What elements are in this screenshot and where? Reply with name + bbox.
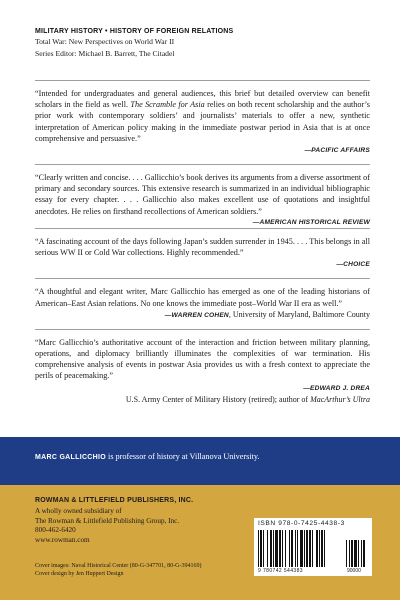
series-title: Total War: New Perspectives on World War II xyxy=(35,37,175,46)
quote-attribution: —PACIFIC AFFAIRS xyxy=(304,147,370,155)
header-block xyxy=(35,28,375,59)
separator-rule xyxy=(35,329,370,330)
review-quote-5 xyxy=(35,337,370,405)
cover-credits xyxy=(35,562,265,579)
separator-rule xyxy=(35,80,370,81)
barcode-digits: 9 780742 544383 xyxy=(258,568,303,574)
quote-text: “Clearly written and concise. . . . Gallicchio’s book derives its arguments from a diverse assortment of primary and secondary sources. This extensive research is summarized in an individual bibliographic essay for every chapter. . . . Gallicchio also makes excellent use of quotations and insightful anecdotes. He relies on firsthand recollections of American soldiers.” —AMERICAN HISTORICAL REVIEW xyxy=(35,172,370,217)
quote-attribution: —CHOICE xyxy=(336,261,370,269)
price-code: 90000 xyxy=(347,568,361,574)
cover-image-credit: Cover images: Naval Historical Center (80-G-347701, 80-G-394169) xyxy=(35,563,202,569)
author-bio-band xyxy=(0,437,400,485)
quote-attribution: —WARREN COHEN, University of Maryland, Baltimore County xyxy=(164,309,370,319)
separator-rule xyxy=(35,164,370,165)
publisher-line: A wholly owned subsidiary of xyxy=(35,507,122,515)
book-title: The Scramble for Asia xyxy=(130,100,205,110)
review-quote-4 xyxy=(35,286,370,320)
category-line: MILITARY HISTORY • HISTORY OF FOREIGN RELATIONS xyxy=(35,28,234,35)
publisher-name: ROWMAN & LITTLEFIELD PUBLISHERS, INC. xyxy=(35,497,194,504)
author-bio: MARC GALLICCHIO is professor of history at Villanova University. xyxy=(35,452,260,461)
review-quote-1 xyxy=(35,88,370,156)
author-name: MARC GALLICCHIO xyxy=(35,454,106,461)
quote-attribution: —EDWARD J. DREA U.S. Army Center of Military History (retired); author of MacArthur’s Ultra xyxy=(125,384,370,404)
quote-text: “A fascinating account of the days following Japan’s sudden surrender in 1945. . . . This belongs in all serious WW II or Cold War collections. Highly recommended.” xyxy=(35,237,370,258)
review-quotes xyxy=(35,72,370,405)
publisher-line: The Rowman & Littlefield Publishing Group, Inc. xyxy=(35,516,180,525)
quote-attribution: —AMERICAN HISTORICAL REVIEW xyxy=(252,218,370,226)
separator-rule xyxy=(35,228,370,229)
separator-rule xyxy=(35,278,370,279)
cover-design-credit: Cover design by Jen Huppert Design xyxy=(35,571,124,578)
publisher-info xyxy=(35,497,235,545)
quote-text: “A thoughtful and elegant writer, Marc Gallicchio has emerged as one of the leading historians of American–East Asian relations. No one knows the immediate post–World War II era as well.” xyxy=(35,287,370,308)
publisher-website: www.rowman.com xyxy=(35,535,90,544)
isbn-number: ISBN 978-0-7425-4438-3 xyxy=(258,520,345,527)
review-quote-2 xyxy=(35,172,370,226)
quote-text: “Marc Gallicchio’s authoritative account of the interaction and friction between military planning, operations, and diplomacy brilliantly illuminates the complexities of war termination. His comprehensive analysis of events in postwar Asia provides us with a fresh context to appreciate the perils of peacemaking.” xyxy=(35,337,370,381)
series-editor: Series Editor: Michael B. Barrett, The Citadel xyxy=(35,49,175,58)
publisher-phone: 800-462-6420 xyxy=(35,526,76,535)
quote-text: “Intended for undergraduates and general audiences, this brief but detailed overview can benefit scholars in the field as well. The Scramble for Asia relies on both recent scholarship and the author’s prior work with contemporary soldiers’ and journalists’ materials to offer a new, synthetic interpretation of American policy making in the immediate postwar period in Asia that is at once comprehensive and persuasive.” xyxy=(35,89,370,143)
review-quote-3 xyxy=(35,236,370,270)
